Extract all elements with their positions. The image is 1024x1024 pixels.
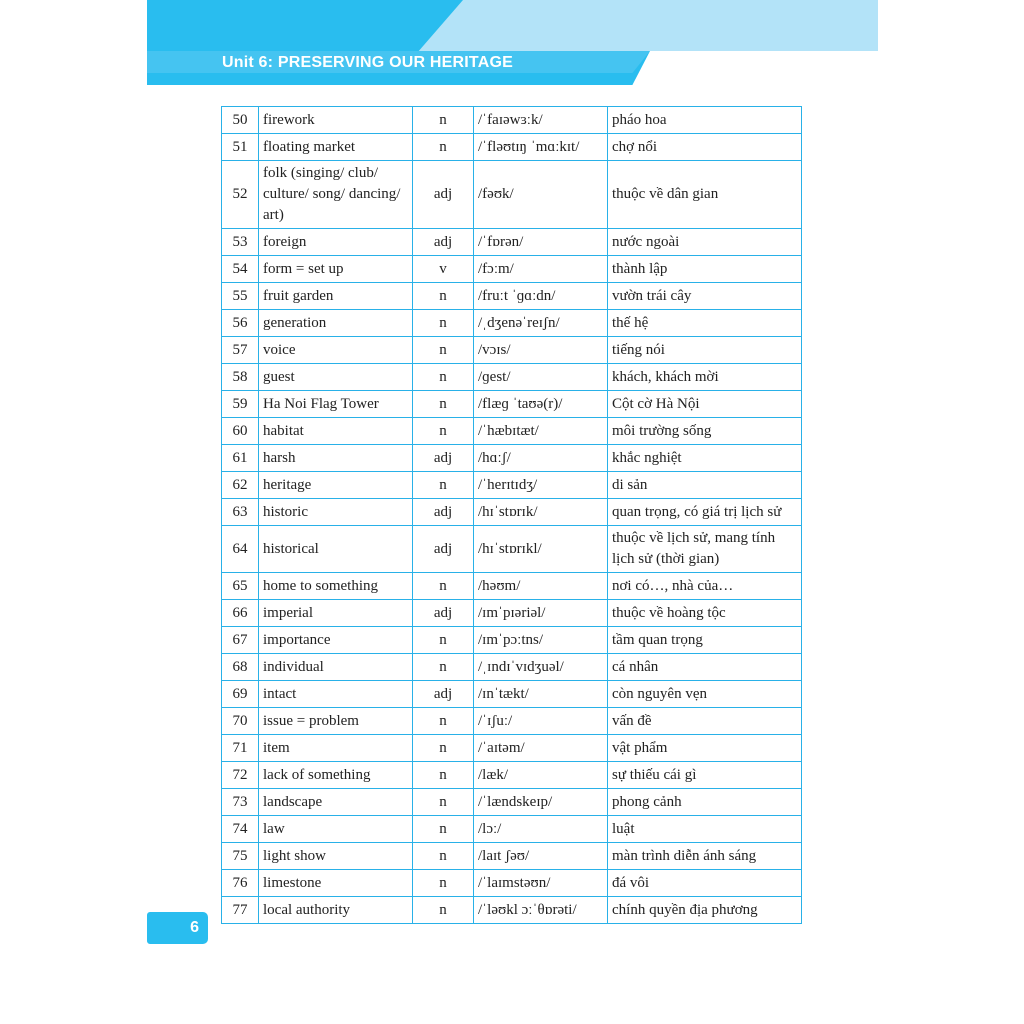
pronunciation-cell: /fəʊk/ [474,161,608,229]
table-row [222,735,802,762]
meaning-cell: nơi có…, nhà của… [608,573,802,600]
row-number-cell: 53 [222,229,259,256]
word-cell: habitat [259,418,413,445]
word-cell: folk (singing/ club/ culture/ song/ dancing/ art) [259,161,413,229]
part-of-speech-cell: n [413,789,474,816]
header-banner-light [410,0,878,51]
row-number-cell: 55 [222,283,259,310]
table-row [222,418,802,445]
pronunciation-cell: /læk/ [474,762,608,789]
word-cell: floating market [259,134,413,161]
row-number-cell: 67 [222,627,259,654]
table-row [222,843,802,870]
pronunciation-cell: /ˈlændskeɪp/ [474,789,608,816]
row-number-cell: 77 [222,897,259,924]
row-number-cell: 61 [222,445,259,472]
word-cell: historical [259,526,413,573]
meaning-cell: còn nguyên vẹn [608,681,802,708]
meaning-cell: thuộc về dân gian [608,161,802,229]
word-cell: landscape [259,789,413,816]
page-number: 6 [190,919,199,936]
word-cell: individual [259,654,413,681]
vocabulary-table-body [222,107,802,924]
row-number-cell: 54 [222,256,259,283]
table-row [222,708,802,735]
part-of-speech-cell: adj [413,526,474,573]
pronunciation-cell: /fɔːm/ [474,256,608,283]
meaning-cell: khách, khách mời [608,364,802,391]
meaning-cell: thế hệ [608,310,802,337]
part-of-speech-cell: n [413,283,474,310]
row-number-cell: 64 [222,526,259,573]
row-number-cell: 69 [222,681,259,708]
table-row [222,816,802,843]
pronunciation-cell: /hɪˈstɒrɪkl/ [474,526,608,573]
word-cell: heritage [259,472,413,499]
row-number-cell: 71 [222,735,259,762]
table-row [222,391,802,418]
meaning-cell: quan trọng, có giá trị lịch sử [608,499,802,526]
row-number-cell: 70 [222,708,259,735]
part-of-speech-cell: n [413,897,474,924]
pronunciation-cell: /ˈləʊkl ɔːˈθɒrəti/ [474,897,608,924]
table-row [222,337,802,364]
word-cell: form = set up [259,256,413,283]
word-cell: light show [259,843,413,870]
row-number-cell: 63 [222,499,259,526]
part-of-speech-cell: n [413,843,474,870]
meaning-cell: Cột cờ Hà Nội [608,391,802,418]
pronunciation-cell: /ɪmˈpɔːtns/ [474,627,608,654]
pronunciation-cell: /ˌdʒenəˈreɪʃn/ [474,310,608,337]
word-cell: issue = problem [259,708,413,735]
pronunciation-cell: /lɔː/ [474,816,608,843]
part-of-speech-cell: n [413,762,474,789]
word-cell: imperial [259,600,413,627]
pronunciation-cell: /ˌɪndɪˈvɪdʒuəl/ [474,654,608,681]
pronunciation-cell: /hɑːʃ/ [474,445,608,472]
part-of-speech-cell: n [413,364,474,391]
part-of-speech-cell: n [413,816,474,843]
table-row [222,134,802,161]
meaning-cell: pháo hoa [608,107,802,134]
row-number-cell: 75 [222,843,259,870]
meaning-cell: cá nhân [608,654,802,681]
word-cell: Ha Noi Flag Tower [259,391,413,418]
table-row [222,681,802,708]
row-number-cell: 52 [222,161,259,229]
table-row [222,789,802,816]
meaning-cell: màn trình diễn ánh sáng [608,843,802,870]
meaning-cell: khắc nghiệt [608,445,802,472]
table-row [222,256,802,283]
pronunciation-cell: /ˈfɒrən/ [474,229,608,256]
meaning-cell: đá vôi [608,870,802,897]
row-number-cell: 65 [222,573,259,600]
pronunciation-cell: /ˈhæbɪtæt/ [474,418,608,445]
word-cell: foreign [259,229,413,256]
header-banner [147,0,463,51]
pronunciation-cell: /vɔɪs/ [474,337,608,364]
part-of-speech-cell: n [413,134,474,161]
row-number-cell: 57 [222,337,259,364]
word-cell: historic [259,499,413,526]
meaning-cell: chính quyền địa phương [608,897,802,924]
word-cell: voice [259,337,413,364]
table-row [222,283,802,310]
table-row [222,161,802,229]
pronunciation-cell: /ˈfləʊtɪŋ ˈmɑːkɪt/ [474,134,608,161]
part-of-speech-cell: adj [413,445,474,472]
row-number-cell: 56 [222,310,259,337]
row-number-cell: 74 [222,816,259,843]
pronunciation-cell: /ɪmˈpɪəriəl/ [474,600,608,627]
part-of-speech-cell: n [413,310,474,337]
meaning-cell: vật phẩm [608,735,802,762]
pronunciation-cell: /ˈɪʃuː/ [474,708,608,735]
table-row [222,762,802,789]
row-number-cell: 62 [222,472,259,499]
table-row [222,627,802,654]
meaning-cell: vườn trái cây [608,283,802,310]
row-number-cell: 51 [222,134,259,161]
meaning-cell: phong cảnh [608,789,802,816]
part-of-speech-cell: n [413,107,474,134]
part-of-speech-cell: n [413,735,474,762]
pronunciation-cell: /ɡest/ [474,364,608,391]
row-number-cell: 66 [222,600,259,627]
part-of-speech-cell: adj [413,161,474,229]
table-row [222,870,802,897]
pronunciation-cell: /hɪˈstɒrɪk/ [474,499,608,526]
part-of-speech-cell: n [413,654,474,681]
part-of-speech-cell: n [413,472,474,499]
meaning-cell: thành lập [608,256,802,283]
part-of-speech-cell: n [413,870,474,897]
unit-title: Unit 6: PRESERVING OUR HERITAGE [222,54,513,71]
table-row [222,897,802,924]
pronunciation-cell: /həʊm/ [474,573,608,600]
table-row [222,526,802,573]
meaning-cell: tiếng nói [608,337,802,364]
table-row [222,499,802,526]
pronunciation-cell: /laɪt ʃəʊ/ [474,843,608,870]
table-row [222,229,802,256]
meaning-cell: tầm quan trọng [608,627,802,654]
word-cell: firework [259,107,413,134]
part-of-speech-cell: n [413,573,474,600]
pronunciation-cell: /fruːt ˈɡɑːdn/ [474,283,608,310]
word-cell: harsh [259,445,413,472]
table-row [222,573,802,600]
table-row [222,654,802,681]
word-cell: local authority [259,897,413,924]
part-of-speech-cell: n [413,708,474,735]
vocabulary-table [221,106,802,924]
word-cell: intact [259,681,413,708]
meaning-cell: vấn đề [608,708,802,735]
word-cell: generation [259,310,413,337]
row-number-cell: 59 [222,391,259,418]
meaning-cell: chợ nổi [608,134,802,161]
row-number-cell: 72 [222,762,259,789]
word-cell: lack of something [259,762,413,789]
word-cell: item [259,735,413,762]
meaning-cell: di sản [608,472,802,499]
part-of-speech-cell: n [413,391,474,418]
meaning-cell: thuộc về hoàng tộc [608,600,802,627]
pronunciation-cell: /ˈfaɪəwɜːk/ [474,107,608,134]
table-row [222,472,802,499]
meaning-cell: luật [608,816,802,843]
meaning-cell: môi trường sống [608,418,802,445]
part-of-speech-cell: n [413,418,474,445]
row-number-cell: 68 [222,654,259,681]
word-cell: limestone [259,870,413,897]
row-number-cell: 50 [222,107,259,134]
table-row [222,600,802,627]
row-number-cell: 58 [222,364,259,391]
table-row [222,107,802,134]
part-of-speech-cell: v [413,256,474,283]
pronunciation-cell: /ɪnˈtækt/ [474,681,608,708]
word-cell: fruit garden [259,283,413,310]
pronunciation-cell: /ˈherɪtɪdʒ/ [474,472,608,499]
row-number-cell: 73 [222,789,259,816]
pronunciation-cell: /ˈaɪtəm/ [474,735,608,762]
meaning-cell: nước ngoài [608,229,802,256]
part-of-speech-cell: n [413,627,474,654]
word-cell: law [259,816,413,843]
part-of-speech-cell: n [413,337,474,364]
word-cell: guest [259,364,413,391]
table-row [222,364,802,391]
table-row [222,445,802,472]
row-number-cell: 76 [222,870,259,897]
word-cell: home to something [259,573,413,600]
pronunciation-cell: /flæɡ ˈtaʊə(r)/ [474,391,608,418]
meaning-cell: sự thiếu cái gì [608,762,802,789]
part-of-speech-cell: adj [413,600,474,627]
row-number-cell: 60 [222,418,259,445]
part-of-speech-cell: adj [413,499,474,526]
part-of-speech-cell: adj [413,681,474,708]
page-number-tab [147,912,208,944]
pronunciation-cell: /ˈlaɪmstəʊn/ [474,870,608,897]
part-of-speech-cell: adj [413,229,474,256]
table-row [222,310,802,337]
word-cell: importance [259,627,413,654]
meaning-cell: thuộc về lịch sử, mang tính lịch sử (thời gian) [608,526,802,573]
